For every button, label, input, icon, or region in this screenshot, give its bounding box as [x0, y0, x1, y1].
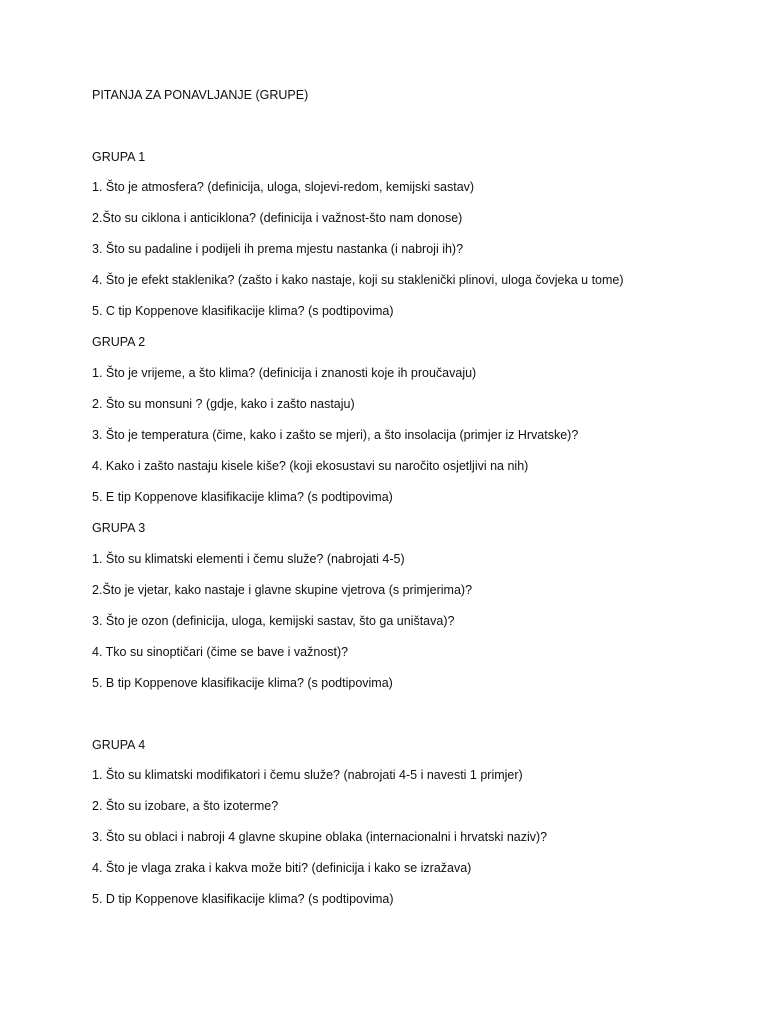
group-4-question-2: 2. Što su izobare, a što izoterme? [92, 799, 279, 813]
group-3-question-1: 1. Što su klimatski elementi i čemu služe? (nabrojati 4-5) [92, 552, 405, 566]
group-3-question-3: 3. Što je ozon (definicija, uloga, kemijski sastav, što ga uništava)? [92, 614, 455, 628]
group-1-question-3: 3. Što su padaline i podijeli ih prema mjestu nastanka (i nabroji ih)? [92, 242, 464, 256]
group-2-question-4: 4. Kako i zašto nastaju kisele kiše? (koji ekosustavi su naročito osjetljivi na nih) [92, 459, 529, 473]
group-4-question-4: 4. Što je vlaga zraka i kakva može biti? (definicija i kako se izražava) [92, 861, 472, 875]
group-2-question-3: 3. Što je temperatura (čime, kako i zašto se mjeri), a što insolacija (primjer iz Hrvatske)? [92, 428, 579, 442]
group-1-question-5: 5. C tip Koppenove klasifikacije klima? (s podtipovima) [92, 304, 394, 318]
group-2-question-1: 1. Što je vrijeme, a što klima? (definicija i znanosti koje ih proučavaju) [92, 366, 477, 380]
group-3-heading: GRUPA 3 [92, 521, 146, 535]
group-2-question-2: 2. Što su monsuni ? (gdje, kako i zašto nastaju) [92, 397, 355, 411]
group-3-question-5: 5. B tip Koppenove klasifikacije klima? (s podtipovima) [92, 676, 393, 690]
group-1-question-4: 4. Što je efekt staklenika? (zašto i kako nastaje, koji su staklenički plinovi, uloga čovjeka u tome) [92, 273, 624, 287]
group-1-question-1: 1. Što je atmosfera? (definicija, uloga, slojevi-redom, kemijski sastav) [92, 180, 475, 194]
group-2-question-5: 5. E tip Koppenove klasifikacije klima? (s podtipovima) [92, 490, 393, 504]
group-3-question-2: 2.Što je vjetar, kako nastaje i glavne skupine vjetrova (s primjerima)? [92, 583, 473, 597]
group-1-question-2: 2.Što su ciklona i anticiklona? (definicija i važnost-što nam donose) [92, 211, 463, 225]
group-4-question-5: 5. D tip Koppenove klasifikacije klima? (s podtipovima) [92, 892, 394, 906]
group-3-question-4: 4. Tko su sinoptičari (čime se bave i važnost)? [92, 645, 349, 659]
group-4-heading: GRUPA 4 [92, 738, 146, 752]
group-4-question-3: 3. Što su oblaci i nabroji 4 glavne skupine oblaka (internacionalni i hrvatski naziv)? [92, 830, 548, 844]
group-1-heading: GRUPA 1 [92, 150, 146, 164]
group-4-question-1: 1. Što su klimatski modifikatori i čemu služe? (nabrojati 4-5 i navesti 1 primjer) [92, 768, 523, 782]
document-title: PITANJA ZA PONAVLJANJE (GRUPE) [92, 88, 309, 102]
group-2-heading: GRUPA 2 [92, 335, 146, 349]
